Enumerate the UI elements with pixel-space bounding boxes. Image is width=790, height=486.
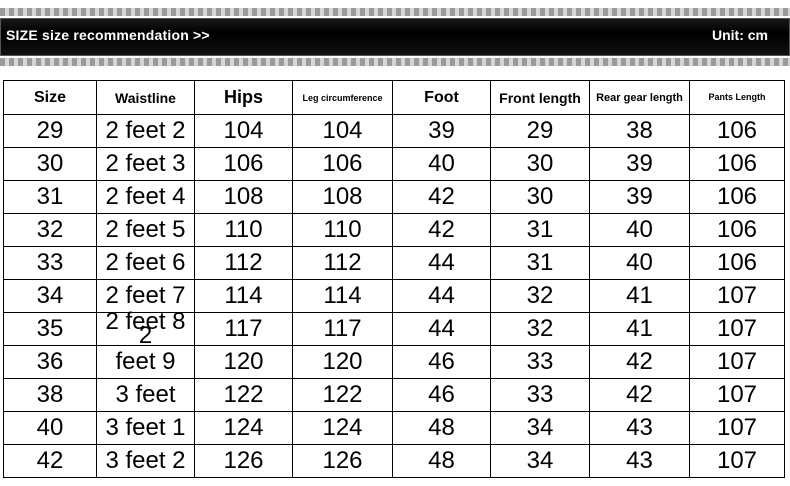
cell-pants-length: 107 — [690, 346, 785, 379]
cell-rear-gear-length: 39 — [590, 148, 690, 181]
cell-hips: 120 — [195, 346, 293, 379]
cell-waistline: 2 feet 8 2 — [97, 313, 195, 346]
header-leg-circumference: Leg circumference — [293, 81, 393, 115]
banner-bar — [0, 18, 790, 56]
cell-front-length: 30 — [491, 148, 590, 181]
cell-rear-gear-length: 42 — [590, 346, 690, 379]
cell-front-length: 34 — [491, 412, 590, 445]
cell-foot: 44 — [393, 247, 491, 280]
cell-rear-gear-length: 39 — [590, 181, 690, 214]
table-row — [4, 148, 785, 181]
cell-leg-circumference: 110 — [293, 214, 393, 247]
cell-foot: 48 — [393, 412, 491, 445]
cell-hips: 126 — [195, 445, 293, 478]
cell-hips: 114 — [195, 280, 293, 313]
cell-rear-gear-length: 43 — [590, 445, 690, 478]
table-row — [4, 247, 785, 280]
cell-leg-circumference: 112 — [293, 247, 393, 280]
table-row — [4, 379, 785, 412]
cell-size: 29 — [4, 115, 97, 148]
cell-front-length: 30 — [491, 181, 590, 214]
cell-foot: 46 — [393, 379, 491, 412]
cell-foot: 40 — [393, 148, 491, 181]
cell-leg-circumference: 120 — [293, 346, 393, 379]
cell-waistline: 2 feet 6 — [97, 247, 195, 280]
size-banner — [0, 8, 790, 66]
cell-leg-circumference: 114 — [293, 280, 393, 313]
cell-foot: 42 — [393, 214, 491, 247]
cell-foot: 44 — [393, 280, 491, 313]
cell-pants-length: 107 — [690, 379, 785, 412]
cell-size: 32 — [4, 214, 97, 247]
banner-title: SIZE size recommendation >> — [6, 27, 210, 43]
cell-hips: 112 — [195, 247, 293, 280]
cell-foot: 39 — [393, 115, 491, 148]
cell-front-length: 32 — [491, 280, 590, 313]
cell-foot: 48 — [393, 445, 491, 478]
cell-waistline: 3 feet 2 — [97, 445, 195, 478]
cell-pants-length: 107 — [690, 412, 785, 445]
header-waistline: Waistline — [97, 81, 195, 115]
cell-size: 36 — [4, 346, 97, 379]
cell-front-length: 31 — [491, 214, 590, 247]
table-row — [4, 181, 785, 214]
cell-waistline: 2 feet 3 — [97, 148, 195, 181]
cell-foot: 42 — [393, 181, 491, 214]
table-row — [4, 445, 785, 478]
cell-waistline: 3 feet 1 — [97, 412, 195, 445]
header-pants-length: Pants Length — [690, 81, 785, 115]
cell-front-length: 33 — [491, 379, 590, 412]
cell-front-length: 34 — [491, 445, 590, 478]
cell-waistline: 2 feet 5 — [97, 214, 195, 247]
cell-waistline: 2 feet 4 — [97, 181, 195, 214]
cell-leg-circumference: 117 — [293, 313, 393, 346]
table-row — [4, 214, 785, 247]
cell-rear-gear-length: 42 — [590, 379, 690, 412]
header-front-length: Front length — [491, 81, 590, 115]
cell-rear-gear-length: 40 — [590, 247, 690, 280]
banner-bottom-stitch — [0, 58, 790, 66]
cell-pants-length: 106 — [690, 148, 785, 181]
cell-rear-gear-length: 41 — [590, 280, 690, 313]
cell-size: 38 — [4, 379, 97, 412]
cell-rear-gear-length: 38 — [590, 115, 690, 148]
size-chart-table — [3, 80, 785, 478]
cell-rear-gear-length: 40 — [590, 214, 690, 247]
cell-front-length: 33 — [491, 346, 590, 379]
cell-front-length: 29 — [491, 115, 590, 148]
cell-size: 31 — [4, 181, 97, 214]
cell-hips: 122 — [195, 379, 293, 412]
cell-hips: 108 — [195, 181, 293, 214]
cell-leg-circumference: 124 — [293, 412, 393, 445]
cell-size: 42 — [4, 445, 97, 478]
header-row — [4, 81, 785, 115]
header-foot: Foot — [393, 81, 491, 115]
banner-top-stitch — [0, 8, 790, 16]
header-size: Size — [4, 81, 97, 115]
table-row — [4, 313, 785, 346]
table-row — [4, 412, 785, 445]
cell-pants-length: 106 — [690, 214, 785, 247]
cell-size: 30 — [4, 148, 97, 181]
header-rear-gear-length: Rear gear length — [590, 81, 690, 115]
cell-hips: 110 — [195, 214, 293, 247]
cell-leg-circumference: 106 — [293, 148, 393, 181]
cell-rear-gear-length: 43 — [590, 412, 690, 445]
cell-hips: 106 — [195, 148, 293, 181]
cell-leg-circumference: 122 — [293, 379, 393, 412]
table-row — [4, 115, 785, 148]
cell-waistline: feet 9 — [97, 346, 195, 379]
cell-pants-length: 107 — [690, 313, 785, 346]
cell-pants-length: 107 — [690, 280, 785, 313]
header-hips: Hips — [195, 81, 293, 115]
cell-size: 34 — [4, 280, 97, 313]
cell-leg-circumference: 104 — [293, 115, 393, 148]
cell-pants-length: 107 — [690, 445, 785, 478]
cell-size: 33 — [4, 247, 97, 280]
cell-foot: 44 — [393, 313, 491, 346]
cell-foot: 46 — [393, 346, 491, 379]
cell-waistline: 2 feet 2 — [97, 115, 195, 148]
unit-label: Unit: cm — [712, 27, 768, 43]
cell-pants-length: 106 — [690, 181, 785, 214]
cell-waistline: 3 feet — [97, 379, 195, 412]
cell-pants-length: 106 — [690, 247, 785, 280]
cell-hips: 124 — [195, 412, 293, 445]
cell-size: 40 — [4, 412, 97, 445]
cell-hips: 104 — [195, 115, 293, 148]
cell-rear-gear-length: 41 — [590, 313, 690, 346]
cell-waistline: 2 feet 7 — [97, 280, 195, 313]
cell-leg-circumference: 108 — [293, 181, 393, 214]
cell-front-length: 32 — [491, 313, 590, 346]
table-row — [4, 346, 785, 379]
cell-size: 35 — [4, 313, 97, 346]
cell-pants-length: 106 — [690, 115, 785, 148]
cell-front-length: 31 — [491, 247, 590, 280]
cell-hips: 117 — [195, 313, 293, 346]
cell-leg-circumference: 126 — [293, 445, 393, 478]
